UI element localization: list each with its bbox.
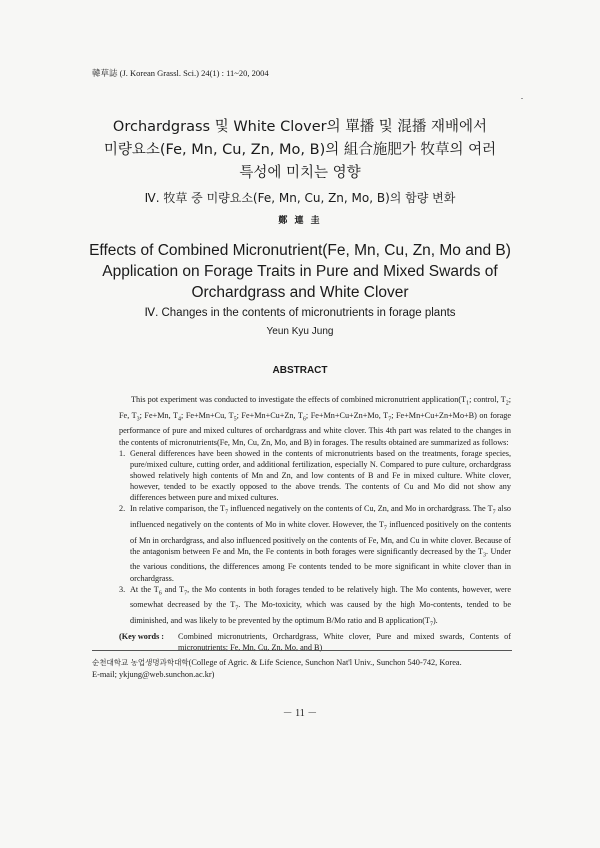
subscript: 7 — [388, 416, 392, 423]
subscript: 5 — [233, 416, 237, 423]
item-text: In relative comparison, the T — [130, 504, 226, 514]
english-title-block — [60, 240, 540, 337]
english-title — [60, 240, 540, 303]
item-number: 3. — [119, 584, 126, 594]
subscript: 7 — [492, 509, 496, 516]
korean-title-line-2: 미량요소(Fe, Mn, Cu, Zn, Mo, B)의 組合施肥가 牧草의 여러 — [103, 142, 497, 158]
subscript: 2 — [505, 400, 509, 407]
subscript: 4 — [178, 416, 182, 423]
item-text: General differences have been showed in the contents of micronutrients based on the treatments, forage species, pure/mixed culture, cutting order, and additional fertilization, especially N. Compared to pure culture, orchardgrass showed relatively high contents of Mn and Zn, and low contents of B and Fe in mixed culture. White clover, however, tended to be exactly opposed to the above trends. The contents of Cu and Mo did not show any differences between pure and mixed cultures. — [130, 448, 511, 503]
keywords-text: Combined micronutrients, Orchardgrass, White clover, Pure and mixed swards, Contents of micronutrients; Fe, Mn, Cu, Zn, Mo, and B) — [178, 631, 511, 652]
subscript: 6 — [302, 416, 306, 423]
abstract-intro — [119, 394, 511, 448]
subscript: 7 — [383, 525, 387, 532]
subscript: 7 — [429, 621, 433, 628]
keywords-label: (Key words : — [119, 631, 165, 641]
english-title-line-1: Effects of Combined Micronutrient(Fe, Mn, Cu, Zn, Mo and B) — [89, 242, 511, 259]
item-text: also influenced negatively on the contents of Mo in white clover. However, the T — [130, 504, 511, 529]
affiliation-korean: 순천대학교 농업생명과학대학 — [92, 658, 189, 667]
item-number: 1. — [119, 448, 126, 458]
subscript: 1 — [466, 400, 470, 407]
item-number: 2. — [119, 504, 126, 514]
results-list — [119, 448, 511, 631]
subscript: 7 — [235, 605, 239, 612]
intro-text: ; control, T — [469, 395, 506, 404]
journal-reference: 韓草誌 (J. Korean Grassl. Sci.) 24(1) : 11~20, 2004 — [92, 68, 269, 78]
korean-subtitle: Ⅳ. 牧草 중 미량요소(Fe, Mn, Cu, Zn, Mo, B)의 함량 변화 — [144, 191, 456, 205]
subscript: 3 — [136, 416, 140, 423]
item-text: ). — [432, 616, 438, 626]
item-text: At the T — [130, 584, 159, 594]
korean-author: 鄭 連 圭 — [278, 216, 322, 226]
item-text: influenced positively on the contents of Mn in orchardgrass, and also influenced positively on the contents of Fe, Mn, and Cu in white clover. Because of the antagonism between Fe and Mn, the Fe contents in both forages were significantly decreased by the T — [130, 519, 512, 556]
footnote-divider — [92, 650, 512, 651]
abstract-body — [119, 394, 511, 653]
english-title-line-2: Application on Forage Traits in Pure and Mixed Swards of — [102, 263, 498, 280]
affiliation-english: (College of Agric. & Life Science, Sunchon Nat'l Univ., Sunchon 540-742, Korea. — [188, 658, 462, 667]
korean-title-line-1: Orchardgrass 및 White Clover의 單播 및 混播 재배에서 — [112, 119, 488, 135]
scan-speck — [521, 98, 523, 99]
subscript: 7 — [225, 509, 229, 516]
intro-text: ; Fe+Mn+Cu+Zn+Mo+B) on forage performance of pure and mixed cultures of orchardgrass and white clover. This 4th part was related to the changes in the contents of micronutrients(Fe, Mn, Cu, Zn, Mo, and B) in forages. The results obtained are summarized as follows: — [119, 410, 511, 447]
item-text: . The Mo-toxicity, which was caused by the high Mo-contents, tended to be diminished, and was likely to be prevented by the optimum B/Mo ratio and B application(T — [130, 600, 512, 626]
affiliation-email: E-mail; ykjung@web.sunchon.ac.kr) — [92, 670, 215, 679]
korean-title-line-3: 특성에 미치는 영향 — [239, 165, 361, 181]
item-text: and T — [161, 584, 185, 594]
result-item-1 — [119, 448, 511, 503]
intro-text: ; Fe, T — [119, 395, 511, 420]
page-number: － 11 － — [282, 708, 318, 719]
item-text: . Under the various conditions, the differences among Fe contents tended to be more significant in white clover than in orchardgrass. — [130, 546, 511, 583]
english-author: Yeun Kyu Jung — [266, 326, 334, 337]
subscript: 3 — [483, 552, 487, 559]
korean-title — [60, 116, 540, 185]
result-item-3 — [119, 584, 511, 631]
affiliation-footnote — [92, 657, 522, 681]
intro-text: ; Fe+Mn, T — [139, 410, 179, 420]
subscript: 6 — [158, 590, 162, 597]
intro-text: ; Fe+Mn+Cu+Zn, T — [236, 410, 303, 420]
item-text: , the Mo contents in both forages tended to be relatively high. The Mo contents, however, were somewhat decreased by the T — [130, 584, 511, 610]
abstract-heading: ABSTRACT — [272, 365, 328, 376]
english-subtitle: Ⅳ. Changes in the contents of micronutrients in forage plants — [144, 307, 456, 319]
result-item-2 — [119, 503, 511, 583]
intro-text: ; Fe+Mn+Cu+Zn+Mo, T — [305, 410, 389, 420]
korean-title-block — [60, 116, 540, 226]
subscript: 7 — [184, 590, 188, 597]
intro-text: ; Fe+Mn+Cu, T — [181, 410, 234, 420]
intro-text: This pot experiment was conducted to investigate the effects of combined micronutrient application(T — [131, 395, 467, 404]
item-text: influenced negatively on the contents of Cu, Zn, and Mo in orchardgrass. The T — [228, 504, 493, 514]
english-title-line-3: Orchardgrass and White Clover — [191, 284, 409, 301]
